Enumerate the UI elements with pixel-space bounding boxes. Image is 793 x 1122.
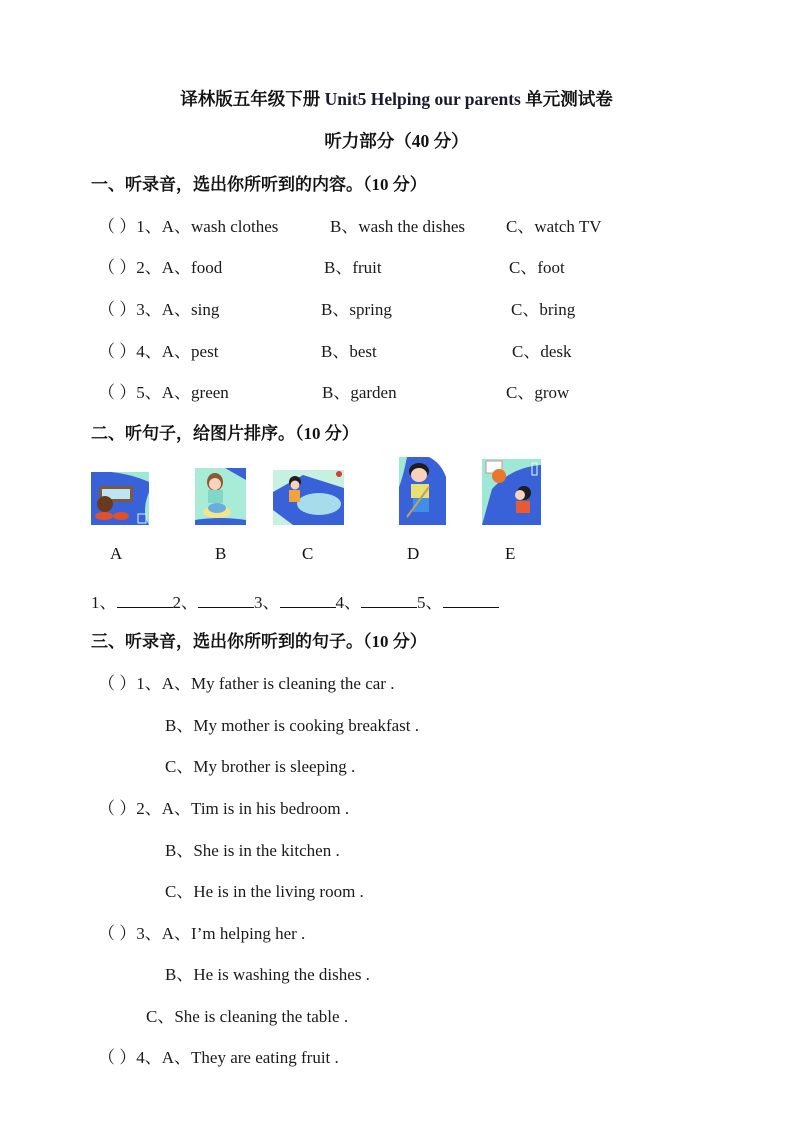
- title-cn-suffix: 单元测试卷: [525, 89, 613, 109]
- ordering-answer-row: [91, 588, 499, 613]
- q1-option-c: C、watch TV: [506, 217, 602, 236]
- picture-label-b: B: [215, 544, 227, 563]
- boy-sweeping-picture: [399, 457, 446, 525]
- answer-number-2: 2、: [172, 593, 198, 612]
- answer-blank-4[interactable]: [361, 593, 417, 608]
- q2-option-b: B、fruit: [324, 258, 382, 277]
- title-en: Unit5 Helping our parents: [324, 89, 521, 109]
- section2-heading: 二、听句子，给图片排序。（10 分）: [91, 424, 359, 443]
- picture-label-a: A: [110, 544, 123, 563]
- answer-blank-3[interactable]: [280, 593, 336, 608]
- q3-option-c: C、bring: [511, 300, 576, 319]
- answer-number-4: 4、: [335, 593, 361, 612]
- q4-option-c: C、desk: [512, 342, 572, 361]
- s3-q1-option-b: B、My mother is cooking breakfast .: [165, 716, 420, 735]
- answer-blank-2[interactable]: [198, 593, 254, 608]
- q2-option-a: （ ）2、A、food: [98, 258, 223, 277]
- girl-sitting-picture: [195, 468, 246, 525]
- title-cn-prefix: 译林版五年级下册: [180, 89, 321, 109]
- q3-option-b: B、spring: [321, 300, 392, 319]
- picture-label-c: C: [302, 544, 314, 563]
- answer-number-3: 3、: [254, 593, 280, 612]
- answer-number-1: 1、: [91, 593, 117, 612]
- boy-cleaning-table-picture: [273, 470, 344, 525]
- picture-label-e: E: [505, 544, 516, 563]
- q1-option-a: （ ）1、A、wash clothes: [98, 217, 279, 236]
- s3-q2-option-c: C、He is in the living room .: [165, 882, 364, 901]
- answer-blank-1[interactable]: [117, 593, 173, 608]
- q5-option-c: C、grow: [506, 383, 570, 402]
- s3-q1-option-c: C、My brother is sleeping .: [165, 757, 356, 776]
- section1-heading: 一、听录音，选出你所听到的内容。（10 分）: [91, 175, 427, 194]
- document-title: [0, 86, 793, 111]
- picture-label-d: D: [407, 544, 420, 563]
- q1-option-b: B、wash the dishes: [330, 217, 466, 236]
- s3-q1-option-a: （ ）1、A、My father is cleaning the car .: [98, 674, 395, 693]
- s3-q3-option-a: （ ）3、A、I’m helping her .: [98, 924, 306, 943]
- q5-option-b: B、garden: [322, 383, 397, 402]
- s3-q2-option-a: （ ）2、A、Tim is in his bedroom .: [98, 799, 350, 818]
- answer-blank-5[interactable]: [443, 593, 499, 608]
- s3-q4-option-a: （ ）4、A、They are eating fruit .: [98, 1048, 339, 1067]
- q2-option-c: C、foot: [509, 258, 565, 277]
- answer-number-5: 5、: [417, 593, 443, 612]
- q4-option-a: （ ）4、A、pest: [98, 342, 219, 361]
- subtitle: 听力部分（40 分）: [324, 131, 469, 151]
- boy-playing-basketball-picture: [482, 459, 541, 525]
- q4-option-b: B、best: [321, 342, 377, 361]
- s3-q2-option-b: B、She is in the kitchen .: [165, 841, 340, 860]
- s3-q3-option-c: C、She is cleaning the table .: [146, 1007, 349, 1026]
- q3-option-a: （ ）3、A、sing: [98, 300, 220, 319]
- q5-option-a: （ ）5、A、green: [98, 383, 229, 402]
- section3-heading: 三、听录音，选出你所听到的句子。（10 分）: [91, 632, 427, 651]
- child-watching-tv-picture: [91, 472, 149, 525]
- s3-q3-option-b: B、He is washing the dishes .: [165, 965, 370, 984]
